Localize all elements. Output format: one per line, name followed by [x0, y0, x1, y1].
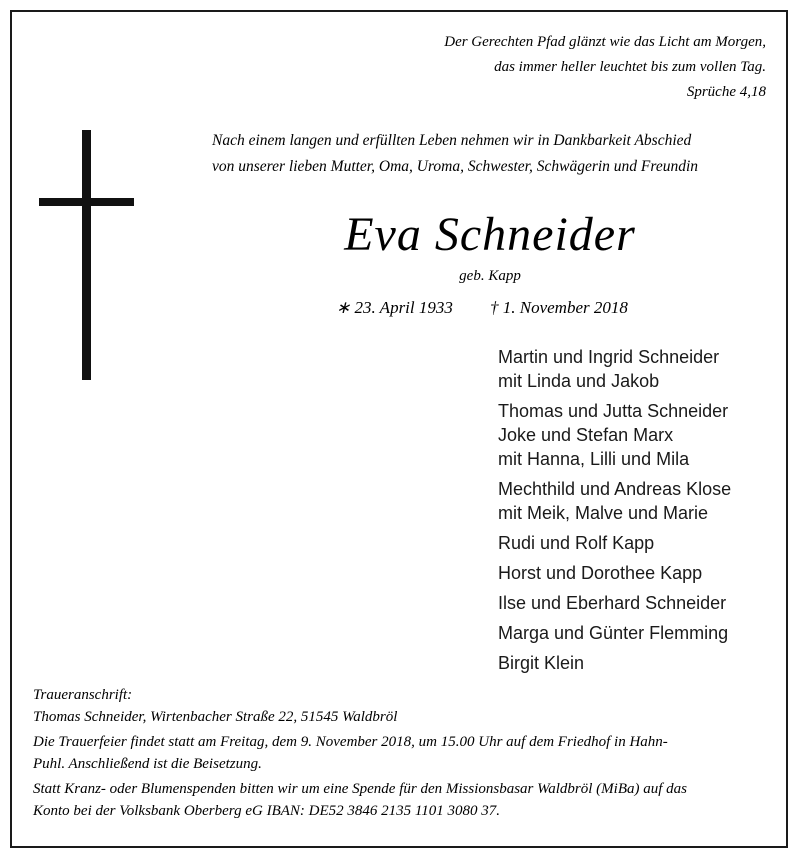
family-group	[498, 477, 788, 525]
family-member: Ilse und Eberhard Schneider	[498, 593, 727, 613]
family-member: mit Hanna, Lilli und Mila	[498, 449, 690, 469]
family-member: Joke und Stefan Marx	[498, 425, 674, 445]
family-group	[498, 621, 788, 645]
family-member: Rudi und Rolf Kapp	[498, 533, 655, 553]
family-group	[498, 591, 788, 615]
address-label: Traueranschrift:	[33, 687, 133, 703]
footer-info	[33, 684, 773, 825]
donation-line: Statt Kranz- oder Blumenspenden bitten wir um eine Spende für den Missionsbasar Waldbröl (MiBa) auf das	[33, 781, 687, 797]
family-member: mit Linda und Jakob	[498, 371, 660, 391]
verse-line: das immer heller leuchtet bis zum vollen Tag.	[494, 59, 766, 75]
address-block	[33, 684, 773, 728]
ceremony-info	[33, 731, 773, 775]
intro-line: von unserer lieben Mutter, Oma, Uroma, Schwester, Schwägerin und Freundin	[212, 158, 699, 175]
family-member: Martin und Ingrid Schneider	[498, 347, 720, 367]
cross-icon	[82, 130, 91, 380]
death-date: † 1. November 2018	[490, 298, 628, 317]
family-member: Marga und Günter Flemming	[498, 623, 729, 643]
family-group	[498, 561, 788, 585]
bible-verse	[206, 30, 766, 105]
cross-icon-bar	[39, 198, 134, 206]
donation-info	[33, 778, 773, 822]
family-member: Horst und Dorothee Kapp	[498, 563, 703, 583]
donation-line: Konto bei der Volksbank Oberberg eG IBAN: DE52 3846 2135 1101 3080 37.	[33, 803, 501, 819]
birth-date: ∗ 23. April 1933	[336, 298, 453, 317]
born-name: geb. Kapp	[459, 268, 521, 284]
family-member: Mechthild und Andreas Klose	[498, 479, 732, 499]
address: Thomas Schneider, Wirtenbacher Straße 22, 51545 Waldbröl	[33, 709, 398, 725]
ceremony-line: Puhl. Anschließend ist die Beisetzung.	[33, 756, 262, 772]
deceased-name: Eva Schneider	[344, 208, 636, 261]
intro-line: Nach einem langen und erfüllten Leben nehmen wir in Dankbarkeit Abschied	[212, 132, 692, 149]
intro-text	[212, 128, 772, 180]
verse-line: Der Gerechten Pfad glänzt wie das Licht am Morgen,	[444, 34, 766, 50]
family-group	[498, 345, 788, 393]
family-member: Birgit Klein	[498, 653, 585, 673]
family-group	[498, 651, 788, 675]
family-list	[498, 345, 788, 681]
verse-source: Sprüche 4,18	[686, 84, 766, 100]
family-member: Thomas und Jutta Schneider	[498, 401, 729, 421]
ceremony-line: Die Trauerfeier findet statt am Freitag, dem 9. November 2018, um 15.00 Uhr auf dem Friedhof in Hahn-	[33, 734, 668, 750]
family-member: mit Meik, Malve und Marie	[498, 503, 709, 523]
family-group	[498, 399, 788, 471]
family-group	[498, 531, 788, 555]
